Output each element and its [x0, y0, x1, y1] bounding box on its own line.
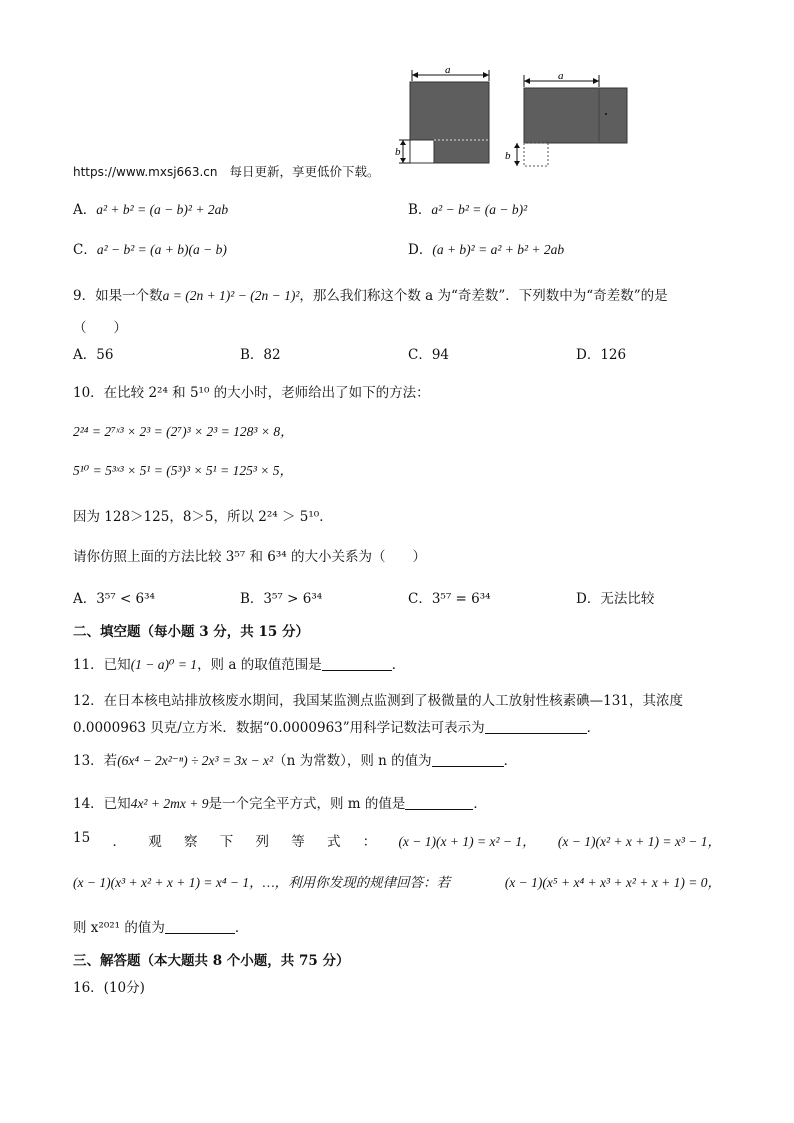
q10-line-3: 因为 128＞125，8＞5，所以 2²⁴ ＞ 5¹⁰． — [73, 509, 333, 525]
source-note: 每日更新，享更低价下载。 — [229, 164, 380, 179]
q9-option-a: A．56 — [73, 347, 114, 363]
q10-line-1: 2²⁴ = 2⁷ˣ³ × 2³ = (2⁷)³ × 2³ = 128³ × 8， — [73, 424, 294, 439]
q10-option-d: D．无法比较 — [576, 591, 655, 607]
q14-answer-blank[interactable] — [405, 797, 473, 810]
q13-answer-blank[interactable] — [432, 754, 504, 767]
q8-option-c: C．a² − b² = (a + b)(a − b) — [73, 242, 227, 258]
q10-line-4: 请你仿照上面的方法比较 3⁵⁷ 和 6³⁴ 的大小关系为（ ） — [73, 549, 426, 565]
q12-line-1: 12．在日本核电站排放核废水期间，我国某监测点监测到了极微量的人工放射性核素碘—131，其浓度 — [73, 693, 683, 709]
q15-line-3: 则 x²⁰²¹ 的值为 ． — [73, 920, 249, 936]
q16-label: 16．(10分) — [73, 980, 145, 996]
figure-left-a-label: a — [445, 66, 451, 76]
q11: 11．已知(1 − a)⁰ = 1，则 a 的取值范围是 ． — [73, 657, 406, 673]
figure-right-b-label: b — [505, 150, 511, 162]
q13: 13．若(6x⁴ − 2x²⁻ⁿ) ÷ 2x³ = 3x − x²（n 为常数），则 n 的值为 ． — [73, 753, 518, 769]
q9-option-d: D．126 — [576, 347, 627, 363]
q10-line-2: 5¹⁰ = 5³ˣ³ × 5¹ = (5³)³ × 5¹ = 125³ × 5， — [73, 463, 294, 478]
q8-option-d: D．(a + b)² = a² + b² + 2ab — [408, 242, 565, 258]
section-3-title: 三、解答题（本大题共 8 个小题，共 75 分） — [73, 953, 350, 969]
q15-line-2: (x − 1)(x³ + x² + x + 1) = x⁴ − 1，…，利用你发现的规律回答：若 (x − 1)(x⁵ + x⁴ + x³ + x² + x + 1) = 0， — [73, 875, 721, 890]
q15-line-1: 15 ． 观 察 下 列 等 式 ： (x − 1)(x + 1) = x² − 1， (x − 1)(x² + x + 1) = x³ − 1， — [73, 830, 721, 850]
q10-option-c: C．3⁵⁷ = 6³⁴ — [408, 591, 491, 607]
figure-left-b-label: b — [395, 146, 401, 158]
geometry-figure — [395, 66, 635, 178]
q8-option-a: A．a² + b² = (a − b)² + 2ab — [73, 202, 229, 218]
section-2-title: 二、填空题（每小题 3 分，共 15 分） — [73, 624, 309, 640]
q9-answer-paren: （ ） — [73, 320, 127, 336]
q9-option-b: B．82 — [240, 347, 281, 363]
figure-right — [505, 70, 627, 166]
q12-answer-blank[interactable] — [485, 721, 587, 734]
q8-option-b: B．a² − b² = (a − b)² — [408, 202, 528, 218]
q10-option-b: B．3⁵⁷ > 6³⁴ — [240, 591, 323, 607]
figure-left — [395, 66, 489, 163]
q11-answer-blank[interactable] — [322, 658, 392, 671]
q10-stem: 10．在比较 2²⁴ 和 5¹⁰ 的大小时，老师给出了如下的方法： — [73, 385, 430, 401]
q9-stem: 9．如果一个数a = (2n + 1)² − (2n − 1)²，那么我们称这个数 a 为“奇差数”．下列数中为“奇差数”的是 — [73, 288, 668, 304]
q15-answer-blank[interactable] — [165, 921, 235, 934]
source-url: https://www.mxsj663.cn — [73, 165, 218, 179]
q12-line-2: 0.0000963 贝克/立方米．数据“0.0000963”用科学记数法可表示为 ． — [73, 720, 601, 736]
q10-option-a: A．3⁵⁷ < 6³⁴ — [73, 591, 155, 607]
q14: 14．已知4x² + 2mx + 9是一个完全平方式，则 m 的值是 ． — [73, 796, 487, 812]
figure-right-a-label: a — [558, 70, 564, 82]
source-line — [73, 162, 379, 180]
q9-option-c: C．94 — [408, 347, 450, 363]
